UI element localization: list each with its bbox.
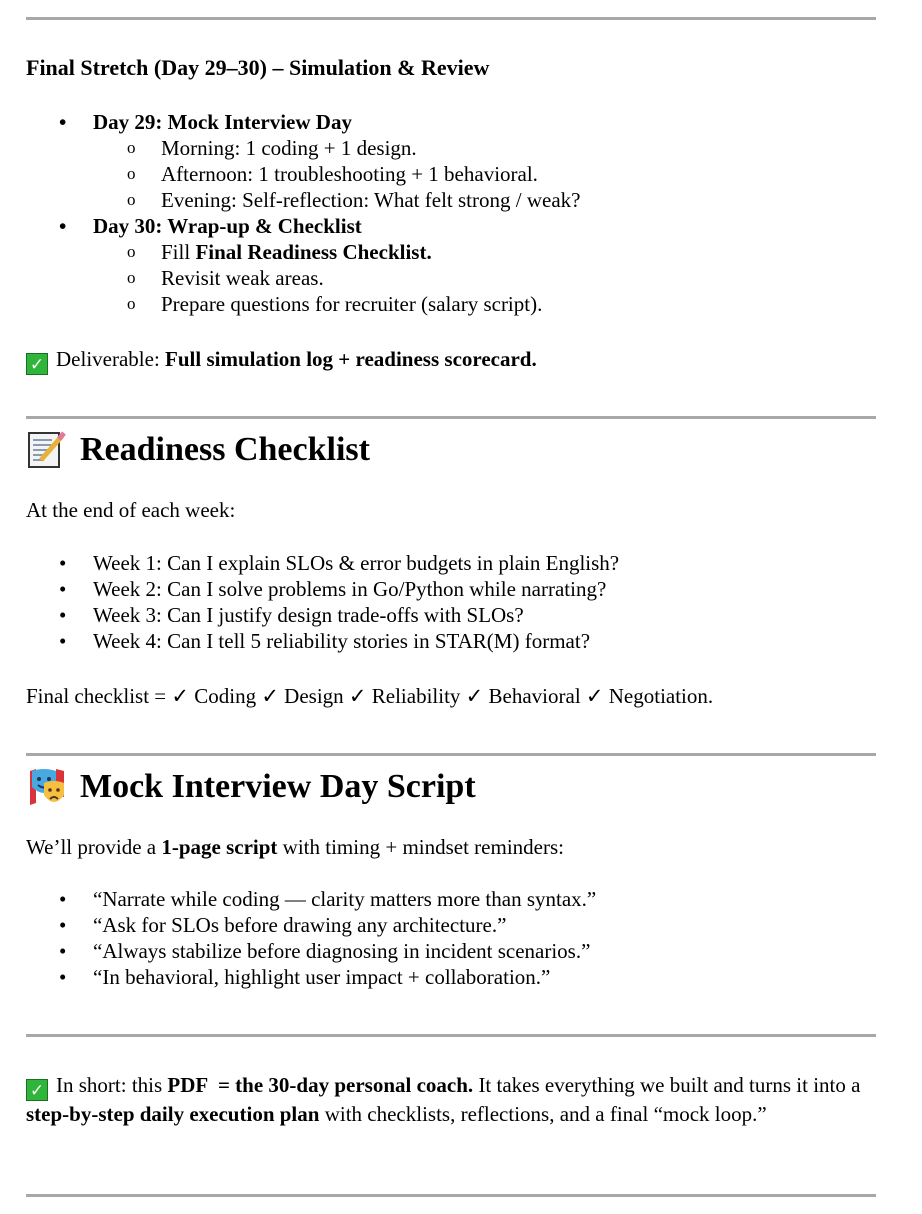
divider xyxy=(26,17,876,20)
quote-list xyxy=(26,886,886,990)
text: We’ll provide a xyxy=(26,835,162,859)
bold-text: 1-page script xyxy=(161,835,278,859)
list-item: • Week 1: Can I explain SLOs & error budgets in plain English? xyxy=(26,550,886,576)
final-stretch-section xyxy=(26,55,886,81)
text: with timing + mindset reminders: xyxy=(277,835,564,859)
sub-item: o Evening: Self-reflection: What felt strong / weak? xyxy=(26,187,886,213)
bold-text: Final Readiness Checklist. xyxy=(195,240,432,264)
list-item: • Week 4: Can I tell 5 reliability stories in STAR(M) format? xyxy=(26,628,886,654)
readiness-intro xyxy=(26,497,886,523)
deliverable-label: Deliverable: xyxy=(56,347,166,371)
list-item: • Week 2: Can I solve problems in Go/Python while narrating? xyxy=(26,576,886,602)
section-heading: Readiness Checklist xyxy=(80,431,370,468)
bold-text: step-by-step daily execution plan xyxy=(26,1102,320,1126)
sub-item: o Prepare questions for recruiter (salary script). xyxy=(26,291,886,317)
final-checklist-text: Final checklist = ✓ Coding ✓ Design ✓ Reliability ✓ Behavioral ✓ Negotiation. xyxy=(26,684,714,708)
mock-section xyxy=(26,767,886,807)
memo-pencil-icon xyxy=(26,430,68,470)
sub-item: o Afternoon: 1 troubleshooting + 1 behavioral. xyxy=(26,161,886,187)
section-heading: Final Stretch (Day 29–30) – Simulation & Review xyxy=(26,55,490,80)
list-item: • “Always stabilize before diagnosing in incident scenarios.” xyxy=(26,938,886,964)
check-mark-icon: ✓ xyxy=(26,353,48,375)
text: In short: this xyxy=(56,1073,168,1097)
final-stretch-list xyxy=(26,109,886,317)
divider xyxy=(26,1194,876,1197)
text: with checklists, reflections, and a final “mock loop.” xyxy=(319,1102,767,1126)
list-item-day30: • Day 30: Wrap-up & Checklist xyxy=(26,213,886,239)
sub-item: o Morning: 1 coding + 1 design. xyxy=(26,135,886,161)
list-item: • “Narrate while coding — clarity matters more than syntax.” xyxy=(26,886,886,912)
week-list xyxy=(26,550,886,654)
deliverable-text: Full simulation log + readiness scorecard. xyxy=(165,347,537,371)
list-item: • “Ask for SLOs before drawing any architecture.” xyxy=(26,912,886,938)
deliverable xyxy=(26,346,886,375)
sub-item xyxy=(26,239,886,265)
summary-paragraph xyxy=(26,1072,876,1127)
mock-intro xyxy=(26,834,886,860)
list-item-day29: • Day 29: Mock Interview Day xyxy=(26,109,886,135)
divider xyxy=(26,1034,876,1037)
section-heading: Mock Interview Day Script xyxy=(80,768,476,805)
list-item: • Week 3: Can I justify design trade-offs with SLOs? xyxy=(26,602,886,628)
divider xyxy=(26,416,876,419)
final-checklist xyxy=(26,683,886,709)
divider xyxy=(26,753,876,756)
readiness-section xyxy=(26,430,886,470)
text: Fill xyxy=(161,240,196,264)
intro-text: At the end of each week: xyxy=(26,498,236,522)
bold-text: PDF = the 30-day personal coach. xyxy=(167,1073,474,1097)
list-item: • “In behavioral, highlight user impact + collaboration.” xyxy=(26,964,886,990)
check-mark-icon: ✓ xyxy=(26,1079,48,1101)
sub-item: o Revisit weak areas. xyxy=(26,265,886,291)
text: It takes everything we built and turns it into a xyxy=(473,1073,861,1097)
performing-arts-masks-icon xyxy=(26,767,68,807)
